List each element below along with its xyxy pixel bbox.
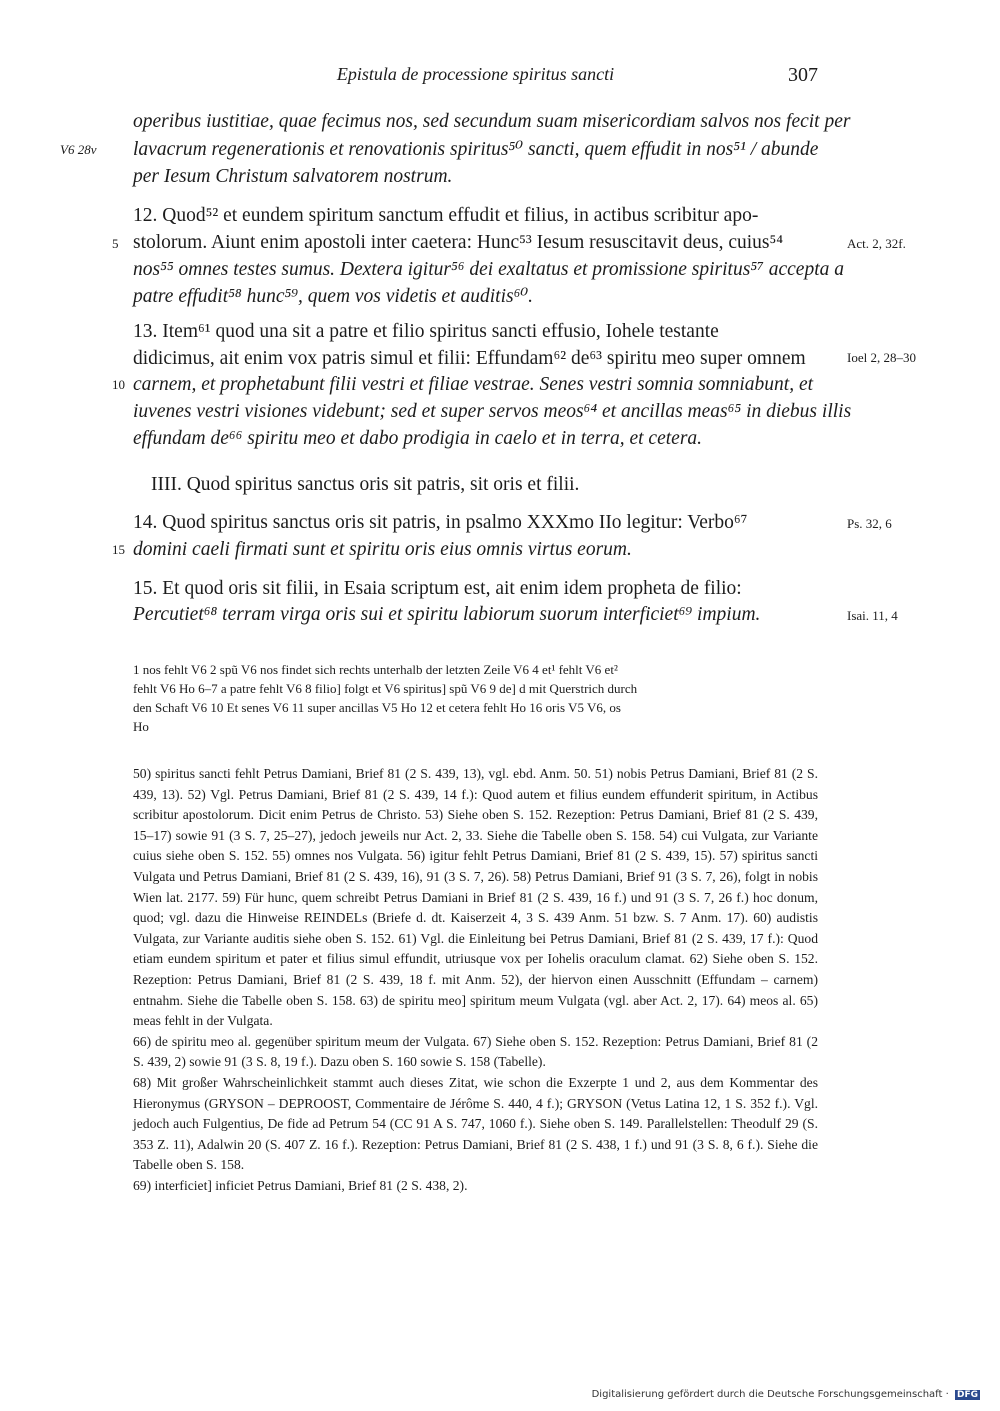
text-line: per Iesum Christum salvatorem nostrum. xyxy=(133,166,453,187)
digitization-footer xyxy=(592,1389,980,1400)
apparatus-line: 1 nos fehlt V6 2 spũ V6 nos findet sich rechts unterhalb der letzten Zeile V6 4 et¹ fehlt V6 et² xyxy=(133,662,618,677)
text-line: carnem, et prophetabunt filii vestri et filiae vestrae. Senes vestri somnia somniabunt, et xyxy=(133,374,814,395)
dfg-logo: DFG xyxy=(956,1390,978,1400)
text-line: stolorum. Aiunt enim apostoli inter caetera: Hunc⁵³ Iesum resuscitavit deus, cuius⁵⁴ xyxy=(133,232,784,253)
line-number: 15 xyxy=(112,542,125,557)
footnote-block: 68) Mit großer Wahrscheinlichkeit stammt auch dieses Zitat, wie schon die Exzerpte 1 und 2, aus dem Kommentar des Hieronymus (GRYSON – DEPROOST, Commentaire de Jérôme S. 440, 4 f.); GRYSON (Vetus Latina 12, 1 S. 352 f.). Vgl. jedoch auch Fulgentius, De fide ad Petrum 54 (CC 91 A S. 747, 1060 f.). Siehe oben S. 149. Parallelstellen: Theodulf 29 (S. 353 Z. 11), Adalwin 20 (S. 407 Z. 16 f.). Rezeption: Petrus Damiani, Brief 81 (2 S. 438, 1 f.) und 91 (3 S. 8, 6 f.). Siehe die Tabelle oben S. 158. xyxy=(133,1074,818,1173)
manuscript-siglum: V6 28v xyxy=(60,142,97,157)
text-line: 13. Item⁶¹ quod una sit a patre et filio spiritus sancti effusio, Iohele testante xyxy=(133,321,719,342)
apparatus-line: den Schaft V6 10 Et senes V6 11 super ancillas V5 Ho 12 et cetera fehlt Ho 16 oris V5 V6, os xyxy=(133,700,621,715)
line-number: 10 xyxy=(112,377,125,392)
page-header xyxy=(133,64,818,94)
text-line: operibus iustitiae, quae fecimus nos, sed secundum suam misericordiam salvos nos fecit per xyxy=(133,111,851,132)
apparatus-line: fehlt V6 Ho 6–7 a patre fehlt V6 8 filio] folgt et V6 spiritus] spũ V6 9 de] d mit Querstrich durch xyxy=(133,681,638,696)
footnote-block: 69) interficiet] inficiet Petrus Damiani, Brief 81 (2 S. 438, 2). xyxy=(133,1177,468,1193)
footnotes xyxy=(133,764,818,1196)
text-line: effundam de⁶⁶ spiritu meo et dabo prodigia in caelo et in terra, et cetera. xyxy=(133,428,703,449)
bible-reference: Isai. 11, 4 xyxy=(847,608,898,623)
running-title: Epistula de processione spiritus sancti xyxy=(336,64,615,84)
text-line: nos⁵⁵ omnes testes sumus. Dextera igitur⁵⁶ dei exaltatus et promissione spiritus⁵⁷ accepta a xyxy=(133,259,845,280)
line-number: 5 xyxy=(112,236,119,251)
text-line: 12. Quod⁵² et eundem spiritum sanctum effudit et filius, in actibus scribitur apo- xyxy=(133,205,759,226)
page-number: 307 xyxy=(788,64,818,86)
critical-apparatus xyxy=(133,660,818,736)
text-line: 15. Et quod oris sit filii, in Esaia scriptum est, ait enim idem propheta de filio: xyxy=(133,578,742,599)
text-line: 14. Quod spiritus sanctus oris sit patris, in psalmo XXXmo IIo legitur: Verbo⁶⁷ xyxy=(133,512,748,533)
bible-reference: Ioel 2, 28–30 xyxy=(847,350,916,365)
text-line: didicimus, ait enim vox patris simul et filii: Effundam⁶² de⁶³ spiritu meo super omnem xyxy=(133,348,806,369)
footer-text: Digitalisierung gefördert durch die Deutsche Forschungsgemeinschaft · xyxy=(591,1389,949,1400)
section-heading: IIII. Quod spiritus sanctus oris sit patris, sit oris et filii. xyxy=(151,474,580,495)
text-line: patre effudit⁵⁸ hunc⁵⁹, quem vos videtis et auditis⁶⁰. xyxy=(133,286,534,307)
apparatus-line: Ho xyxy=(133,719,149,734)
text-line: Percutiet⁶⁸ terram virga oris sui et spiritu labiorum suorum interficiet⁶⁹ impium. xyxy=(133,604,761,625)
bible-reference: Ps. 32, 6 xyxy=(847,516,892,531)
footnote-block: 50) spiritus sancti fehlt Petrus Damiani, Brief 81 (2 S. 439, 13), vgl. ebd. Anm. 50. 51) nobis Petrus Damiani, Brief 81 (2 S. 439, 13). 52) Vgl. Petrus Damiani, Brief 81 (2 S. 439, 14 f.): Quod autem et filius eundem effunderit spiritum, in Actibus scribitur apostolorum. Dicit enim Petrus de Christo. 53) Siehe oben S. 152. Rezeption: Petrus Damiani, Brief 81 (2 S. 439, 15–17) sowie 91 (3 S. 7, 25–27), jedoch jeweils nur Act. 2, 33. Siehe die Tabelle oben S. 158. 54) cui Vulgata, zur Variante cuius siehe oben S. 152. 55) omnes nos Vulgata. 56) igitur fehlt Petrus Damiani, Brief 81 (2 S. 439, 15). 57) spiritus sancti Vulgata und Petrus Damiani, Brief 81 (2 S. 439, 16), 91 (3 S. 7, 26). 58) Petrus Damiani, Brief 91 (3 S. 7, 26), folgt in nobis Wien lat. 2177. 59) Für hunc, quem schreibt Petrus Damiani in Brief 81 (2 S. 439, 16 f.) und 91 (3 S. 7, 26 f.) hoc donum, quod; vgl. dazu die Hinweise REINDELs (Briefe d. dt. Kaiserzeit 4, 3 S. 439 Anm. 51 bzw. S. 7 Anm. 17). 60) audistis Vulgata, zur Variante auditis siehe oben S. 152. 61) Vgl. die Einleitung bei Petrus Damiani, Brief 81 (2 S. 439, 17 f.): Quod etiam eundem spiritum et pater et filius simul effundit, utriusque vox per Iohelis oraculum clamat. 62) Siehe oben S. 152. Rezeption: Petrus Damiani, Brief 81 (2 S. 439, 18 f. mit Anm. 52), der hiervon einen Ausschnitt (Effundam – carnem) entnahm. Siehe die Tabelle oben S. 158. 63) de spiritu meo] spiritum meum Vulgata (vgl. aber Act. 2, 17). 64) meos al. 65) meas fehlt in der Vulgata. xyxy=(133,766,818,1029)
footnote-block: 66) de spiritu meo al. gegenüber spiritum meum der Vulgata. 67) Siehe oben S. 152. Rezeption: Petrus Damiani, Brief 81 (2 S. 439, 2) sowie 91 (3 S. 8, 19 f.). Dazu oben S. 160 sowie S. 158 (Tabelle). xyxy=(133,1033,818,1070)
bible-reference: Act. 2, 32f. xyxy=(847,236,906,251)
text-line: domini caeli firmati sunt et spiritu oris eius omnis virtus eorum. xyxy=(133,539,632,560)
text-line: lavacrum regenerationis et renovationis spiritus⁵⁰ sancti, quem effudit in nos⁵¹ / abunde xyxy=(133,139,819,160)
text-line: iuvenes vestri visiones videbunt; sed et super servos meos⁶⁴ et ancillas meas⁶⁵ in diebus illis xyxy=(133,401,852,422)
